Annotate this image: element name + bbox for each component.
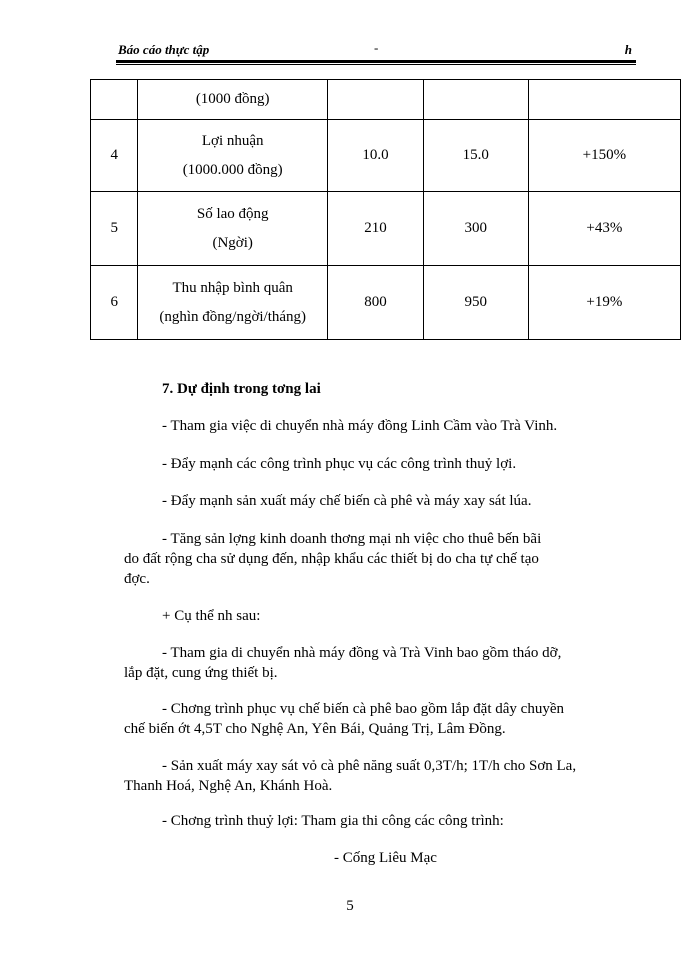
- paragraph-line: - Chơng trình phục vụ chế biến cà phê bao gồm lắp đặt dây chuyền: [162, 701, 564, 717]
- row-change: +43%: [528, 192, 680, 266]
- row-item-line1: Số lao động: [196, 205, 269, 222]
- row-item-line1: Thu nhập bình quân: [172, 279, 293, 296]
- header-rule: [116, 60, 636, 65]
- paragraph-line: - Tăng sản lợng kinh doanh thơng mại nh việc cho thuê bến bãi: [162, 531, 542, 547]
- row-change: +150%: [528, 120, 680, 192]
- bullet-item: - Đẩy mạnh các công trình phục vụ các công trình thuỷ lợi.: [162, 456, 517, 472]
- row-number: 6: [91, 266, 138, 340]
- bullet-item: - Tham gia việc di chuyển nhà máy đồng Linh Cầm vào Trà Vinh.: [162, 418, 558, 434]
- paragraph-line: do đất rộng cha sử dụng đến, nhập khẩu các thiết bị do cha tự chế tạo: [124, 551, 539, 567]
- row-item-line2: (1000.000 đồng): [182, 161, 283, 178]
- header-title: Báo cáo thực tập: [118, 42, 210, 57]
- row-item: [138, 192, 328, 266]
- row-number: 4: [91, 120, 138, 192]
- table-row: [91, 80, 681, 120]
- table-row: [91, 266, 681, 340]
- paragraph-line: chế biến ớt 4,5T cho Nghệ An, Yên Bái, Quảng Trị, Lâm Đồng.: [124, 721, 506, 737]
- row-value-1: 210: [328, 192, 424, 266]
- paragraph-line: - Cống Liêu Mạc: [334, 850, 437, 866]
- paragraph-line: - Tham gia di chuyển nhà máy đồng và Trà Vinh bao gồm tháo dỡ,: [162, 645, 562, 661]
- section-heading: 7. Dự định trong tơng lai: [162, 381, 321, 397]
- header-dash: -: [374, 40, 379, 55]
- row-number: 5: [91, 192, 138, 266]
- paragraph-line: đợc.: [124, 571, 150, 587]
- row-number: [91, 80, 138, 120]
- row-value-1: 10.0: [328, 120, 424, 192]
- paragraph-line: lắp đặt, cung ứng thiết bị.: [124, 665, 278, 681]
- row-item: (1000 đồng): [138, 80, 328, 120]
- row-item: [138, 120, 328, 192]
- bullet-item: - Đẩy mạnh sản xuất máy chế biến cà phê và máy xay sát lúa.: [162, 493, 532, 509]
- row-change: [528, 80, 680, 120]
- row-item-line2: (nghìn đồng/ngời/tháng): [159, 308, 307, 325]
- row-value-1: 800: [328, 266, 424, 340]
- row-item: [138, 266, 328, 340]
- paragraph-line: - Chơng trình thuỷ lợi: Tham gia thi công các công trình:: [162, 813, 504, 829]
- header-right-mark: h: [624, 42, 632, 57]
- page-number: 5: [346, 898, 354, 914]
- page-header: [118, 40, 638, 60]
- statistics-table: [90, 79, 681, 340]
- row-item-line1: Lợi nhuận: [201, 132, 264, 149]
- row-value-2: 300: [423, 192, 528, 266]
- paragraph-line: - Sản xuất máy xay sát vỏ cà phê năng suất 0,3T/h; 1T/h cho Sơn La,: [162, 758, 577, 774]
- row-value-2: 15.0: [423, 120, 528, 192]
- row-value-2: [423, 80, 528, 120]
- row-value-2: 950: [423, 266, 528, 340]
- table-row: [91, 192, 681, 266]
- row-change: +19%: [528, 266, 680, 340]
- table-row: [91, 120, 681, 192]
- row-item-line2: (Ngời): [212, 234, 253, 251]
- row-value-1: [328, 80, 424, 120]
- paragraph-line: Thanh Hoá, Nghệ An, Khánh Hoà.: [124, 778, 333, 794]
- specific-heading: + Cụ thể nh sau:: [162, 608, 261, 624]
